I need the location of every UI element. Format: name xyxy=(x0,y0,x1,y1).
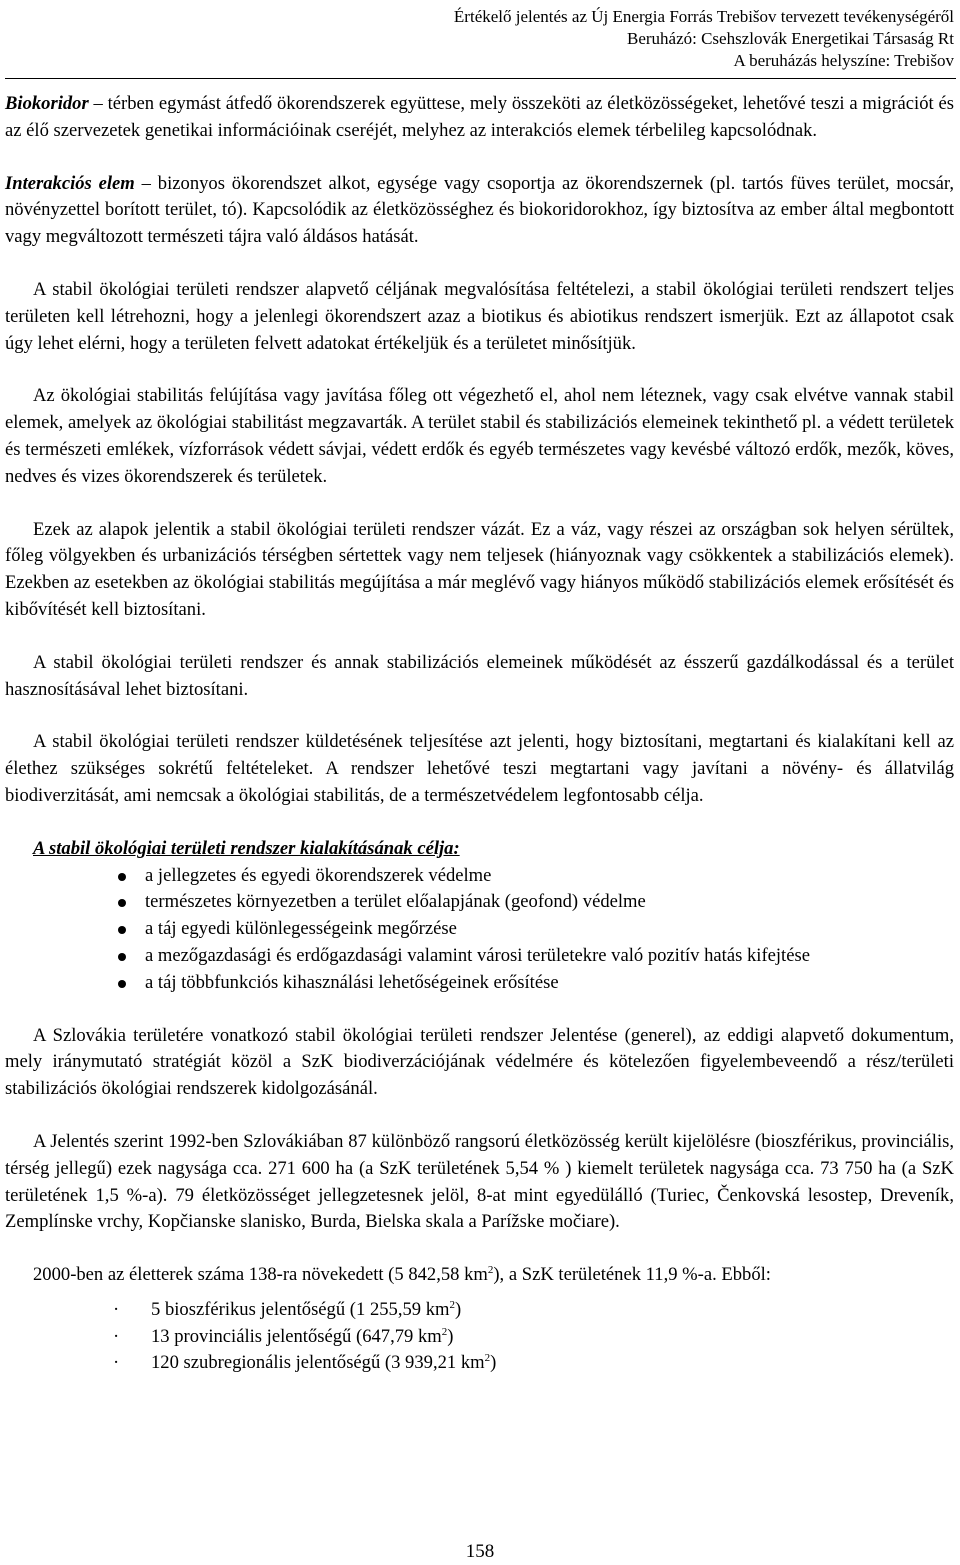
bullet-icon xyxy=(118,873,126,881)
bullet-icon xyxy=(118,926,126,934)
definition-text: – térben egymást átfedő ökorendszerek együttese, mely összeköti az életközösségeket, lehetővé teszi a migrációt és az élő szervezetek genetikai információinak cseréjét, melyhez az interakciós elemek térbelileg kapcsolódnak. xyxy=(5,93,954,141)
list-item: a táj többfunkciós kihasználási lehetőségeinek erősítése xyxy=(5,970,954,997)
bullet-icon xyxy=(118,980,126,988)
header-location: A beruházás helyszíne: Trebišov xyxy=(733,51,954,70)
bullet-icon: · xyxy=(113,1325,120,1347)
paragraph: Az ökológiai stabilitás felújítása vagy javítása főleg ott végezhető el, ahol nem léteznek, vagy csak elvétve vannak stabil elemek, amelyek az ökológiai stabilitást megzavarták. A terület stabil és stabilizációs elemeinek tekinthető pl. a védett területek és természeti emlékek, vízforrások védett sávjai, védett erdők és egyéb természetes vagy kevésbé változó erdők, mezők, köves, nedves és vizes ökorendszerek és területek. xyxy=(5,385,954,487)
list-item: · 5 bioszférikus jelentőségű (1 255,59 $km^2$) xyxy=(5,1297,954,1324)
list-item: a mezőgazdasági és erdőgazdasági valamint városi területekre való pozitív hatás kifejtése xyxy=(5,943,954,970)
bullet-icon: · xyxy=(113,1352,120,1374)
paragraph: A stabil ökológiai területi rendszer küldetésének teljesítése azt jelenti, hogy biztosítani, megtartani és kialakítani kell az élethez szükséges sokrétű feltételeket. A rendszer lehetővé teszi megtartani vagy javítani a növény- és állatvilág biodiverzitását, ami nemcsak a ökológiai stabilitás, de a természetvédelem legfontosabb célja. xyxy=(5,731,954,806)
stats-intro: 2000-ben az életterek száma 138-ra növekedett (5 842,58 $km^2$), a SzK területének 11,9 %-a. Ebből: xyxy=(33,1263,771,1286)
goals-heading: A stabil ökológiai területi rendszer kialakításának célja: xyxy=(33,837,460,859)
definition-term: Interakciós elem xyxy=(5,172,135,194)
paragraph: Ezek az alapok jelentik a stabil ökológiai területi rendszer vázát. Ez a váz, vagy részei az országban sok helyen sérültek, főleg völgyekben és urbanizációs térségben sértettek vagy nem teljesek (hiányoznak vagy csökkentek a stabilizációs elemek). Ezekben az esetekben az ökológiai stabilitás megújítása a már meglévő vagy hiányos működő stabilizációs elemek erősítését és kibővítését kell biztosítani. xyxy=(5,518,954,620)
paragraph: A stabil ökológiai területi rendszer alapvető céljának megvalósítása feltételezi, a stabil ökológiai területi rendszert teljes területen kell létrehozni, hogy a jelenlegi ökorendszert azaz a biotikus és abiotikus rendszert ismerjük. Ezt az állapotot csak úgy lehet elérni, hogy a területen felvett adatokat értékeljük és a területet minősítjük. xyxy=(5,278,954,354)
list-item: · 13 provinciális jelentőségű (647,79 $km^2$) xyxy=(5,1324,954,1351)
header-divider xyxy=(5,78,956,79)
paragraph: A stabil ökológiai területi rendszer és annak stabilizációs elemeinek működését az ésszerű gazdálkodással és a terület hasznosításával lehet biztosítani. xyxy=(5,651,954,700)
header-report-title: Értékelő jelentés az Új Energia Forrás Trebišov tervezett tevékenységéről xyxy=(453,7,954,26)
definition-interakcios-elem xyxy=(5,171,954,251)
goals-list xyxy=(5,863,954,997)
bullet-icon xyxy=(118,899,126,907)
list-item: természetes környezetben a terület előalapjának (geofond) védelme xyxy=(5,889,954,916)
bullet-icon: · xyxy=(113,1298,120,1320)
list-item: · 120 szubregionális jelentőségű (3 939,21 $km^2$) xyxy=(5,1350,954,1377)
list-item: a jellegzetes és egyedi ökorendszerek védelme xyxy=(5,863,954,890)
page-number: 158 xyxy=(465,1541,495,1562)
list-item: a táj egyedi különlegességeink megőrzése xyxy=(5,916,954,943)
page-body xyxy=(5,91,954,1377)
header-investor: Beruházó: Csehszlovák Energetikai Társaság Rt xyxy=(626,29,954,48)
paragraph: A Jelentés szerint 1992-ben Szlovákiában 87 különböző rangsorú életközösség került kijelölésre (bioszférikus, provinciális, térség jellegű) ezek nagysága cca. 271 600 ha (a SzK területének 5,54 % ) kiemelt területek nagysága cca. 73 750 ha (a SzK területének 1,5 %-a). 79 életközösséget jellegzetesnek jelöl, 8-at mint egyedülálló (Turiec, Čenkovská lesostep, Dreveník, Zemplínske vrchy, Kopčianske slanisko, Burda, Bielska skala a Parížske močiare). xyxy=(5,1130,954,1233)
paragraph: A Szlovákia területére vonatkozó stabil ökológiai területi rendszer Jelentése (generel), az eddigi alapvető dokumentum, mely iránymutató stratégiát közöl a SzK biodiverzációjának védelmére és kötelezően figyelembeveendő a rész/területi stabilizációs ökológiai rendszerek kidolgozásánál. xyxy=(5,1024,954,1100)
bullet-icon xyxy=(118,953,126,961)
running-header xyxy=(454,6,954,72)
definition-text: – bizonyos ökorendszet alkot, egysége vagy csoportja az ökorendszernek (pl. tartós füves terület, mocsár, növényzettel borított terület, tó). Kapcsolódik az életközösséghez és biokoridorokhoz, így biztosítva az ember által megbontott vagy megváltozott természeti tájra való áldásos hatását. xyxy=(5,172,955,248)
stats-list xyxy=(5,1297,954,1377)
definition-biokoridor xyxy=(5,91,954,145)
definition-term: Biokoridor xyxy=(5,93,89,114)
